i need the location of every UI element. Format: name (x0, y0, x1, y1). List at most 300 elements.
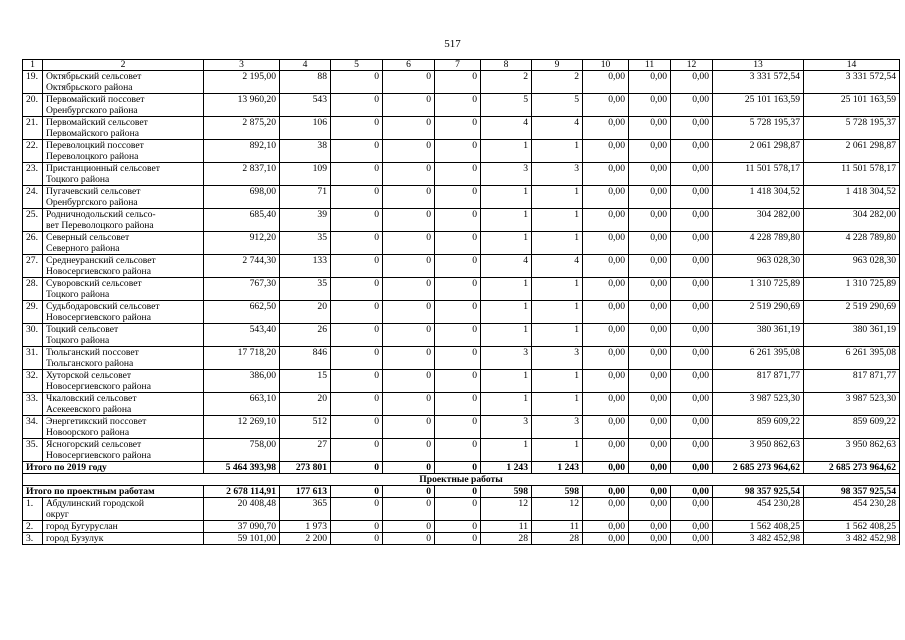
cell-c6: 0 (383, 439, 435, 462)
column-header: 14 (804, 60, 900, 71)
row-index: 28. (23, 278, 43, 301)
table-row (23, 498, 900, 521)
cell-c6: 0 (383, 370, 435, 393)
name-line: Родничнодольский сельсо- (46, 209, 156, 220)
cell-c11: 0,00 (629, 163, 671, 186)
name-line: город Бугуруслан (46, 521, 118, 532)
name-line: Тюльганский поссовет (46, 347, 139, 358)
cell-c6: 0 (383, 71, 435, 94)
table-row (23, 117, 900, 140)
cell-c11: 0,00 (629, 416, 671, 439)
row-index: 27. (23, 255, 43, 278)
name-line: Переволоцкий поссовет (46, 140, 144, 151)
cell-c11: 0,00 (629, 278, 671, 301)
section-title: Проектные работы (23, 474, 900, 486)
cell-c14: 2 519 290,69 (804, 301, 900, 324)
cell-c8: 5 (481, 94, 532, 117)
cell-c14: 4 228 789,80 (804, 232, 900, 255)
name-line: город Бузулук (46, 533, 104, 544)
municipality-name (43, 498, 204, 521)
cell-c8: 3 (481, 347, 532, 370)
column-header: 9 (532, 60, 583, 71)
name-line: Северного района (46, 243, 120, 254)
column-header: 13 (713, 60, 804, 71)
row-index: 20. (23, 94, 43, 117)
cell-c13: 963 028,30 (713, 255, 804, 278)
cell-c13: 4 228 789,80 (713, 232, 804, 255)
total-c6: 0 (383, 486, 435, 498)
name-line: Первомайский сельсовет (46, 117, 148, 128)
cell-c3: 758,00 (204, 439, 280, 462)
cell-c9: 1 (532, 301, 583, 324)
cell-c7: 0 (435, 393, 481, 416)
total-c6: 0 (383, 462, 435, 474)
cell-c13: 1 310 725,89 (713, 278, 804, 301)
cell-c9: 4 (532, 255, 583, 278)
cell-c10: 0,00 (583, 439, 629, 462)
municipality-name (43, 533, 204, 545)
cell-c9: 3 (532, 163, 583, 186)
total-c10: 0,00 (583, 462, 629, 474)
cell-c13: 3 987 523,30 (713, 393, 804, 416)
cell-c14: 304 282,00 (804, 209, 900, 232)
cell-c4: 543 (280, 94, 331, 117)
cell-c7: 0 (435, 301, 481, 324)
cell-c5: 0 (331, 209, 383, 232)
row-index: 33. (23, 393, 43, 416)
cell-c10: 0,00 (583, 416, 629, 439)
name-line: Оренбургского района (46, 197, 138, 208)
cell-c7: 0 (435, 163, 481, 186)
cell-c6: 0 (383, 209, 435, 232)
total-c14: 98 357 925,54 (804, 486, 900, 498)
total-c5: 0 (331, 462, 383, 474)
cell-c7: 0 (435, 347, 481, 370)
name-line: Энергетикский поссовет (46, 416, 147, 427)
cell-c8: 28 (481, 533, 532, 545)
cell-c6: 0 (383, 255, 435, 278)
cell-c13: 6 261 395,08 (713, 347, 804, 370)
cell-c9: 1 (532, 186, 583, 209)
cell-c10: 0,00 (583, 71, 629, 94)
row-index: 23. (23, 163, 43, 186)
cell-c11: 0,00 (629, 498, 671, 521)
column-header: 8 (481, 60, 532, 71)
cell-c14: 1 310 725,89 (804, 278, 900, 301)
cell-c12: 0,00 (671, 439, 713, 462)
table-row (23, 416, 900, 439)
cell-c12: 0,00 (671, 533, 713, 545)
cell-c11: 0,00 (629, 140, 671, 163)
cell-c9: 5 (532, 94, 583, 117)
column-header: 4 (280, 60, 331, 71)
cell-c11: 0,00 (629, 301, 671, 324)
row-index: 21. (23, 117, 43, 140)
cell-c6: 0 (383, 533, 435, 545)
cell-c14: 859 609,22 (804, 416, 900, 439)
cell-c13: 5 728 195,37 (713, 117, 804, 140)
cell-c5: 0 (331, 324, 383, 347)
total-c4: 273 801 (280, 462, 331, 474)
name-line: Тоцкого района (46, 174, 110, 185)
cell-c6: 0 (383, 117, 435, 140)
cell-c12: 0,00 (671, 117, 713, 140)
row-index: 19. (23, 71, 43, 94)
cell-c13: 25 101 163,59 (713, 94, 804, 117)
cell-c13: 817 871,77 (713, 370, 804, 393)
table-row (23, 347, 900, 370)
cell-c7: 0 (435, 71, 481, 94)
table-row (23, 186, 900, 209)
cell-c4: 512 (280, 416, 331, 439)
cell-c13: 304 282,00 (713, 209, 804, 232)
cell-c13: 11 501 578,17 (713, 163, 804, 186)
cell-c10: 0,00 (583, 117, 629, 140)
cell-c5: 0 (331, 232, 383, 255)
municipality-name (43, 393, 204, 416)
cell-c12: 0,00 (671, 498, 713, 521)
cell-c4: 20 (280, 393, 331, 416)
cell-c14: 963 028,30 (804, 255, 900, 278)
cell-c7: 0 (435, 209, 481, 232)
cell-c3: 663,10 (204, 393, 280, 416)
column-header: 12 (671, 60, 713, 71)
cell-c8: 1 (481, 370, 532, 393)
name-line: Среднеуранский сельсовет (46, 255, 156, 266)
cell-c12: 0,00 (671, 278, 713, 301)
cell-c5: 0 (331, 117, 383, 140)
cell-c9: 1 (532, 232, 583, 255)
municipality-name (43, 416, 204, 439)
cell-c8: 1 (481, 301, 532, 324)
municipality-name (43, 301, 204, 324)
cell-c8: 4 (481, 117, 532, 140)
table-row (23, 533, 900, 545)
cell-c10: 0,00 (583, 163, 629, 186)
name-line: Оренбургского района (46, 105, 138, 116)
cell-c12: 0,00 (671, 370, 713, 393)
cell-c13: 859 609,22 (713, 416, 804, 439)
total-c7: 0 (435, 486, 481, 498)
municipality-name (43, 117, 204, 140)
cell-c3: 543,40 (204, 324, 280, 347)
cell-c12: 0,00 (671, 324, 713, 347)
cell-c14: 25 101 163,59 (804, 94, 900, 117)
cell-c10: 0,00 (583, 533, 629, 545)
name-line: Первомайского района (46, 128, 139, 139)
cell-c11: 0,00 (629, 255, 671, 278)
name-line: Ясногорский сельсовет (46, 439, 142, 450)
name-line: Чкаловский сельсовет (46, 393, 137, 404)
cell-c10: 0,00 (583, 209, 629, 232)
row-index: 1. (23, 498, 43, 521)
row-index: 35. (23, 439, 43, 462)
table-row (23, 278, 900, 301)
cell-c8: 1 (481, 140, 532, 163)
cell-c7: 0 (435, 255, 481, 278)
cell-c3: 20 408,48 (204, 498, 280, 521)
column-header: 10 (583, 60, 629, 71)
cell-c5: 0 (331, 94, 383, 117)
cell-c9: 3 (532, 416, 583, 439)
cell-c13: 3 482 452,98 (713, 533, 804, 545)
name-line: Пристанционный сельсовет (46, 163, 160, 174)
cell-c6: 0 (383, 416, 435, 439)
cell-c6: 0 (383, 186, 435, 209)
cell-c6: 0 (383, 278, 435, 301)
total-c13: 98 357 925,54 (713, 486, 804, 498)
cell-c12: 0,00 (671, 186, 713, 209)
row-index: 34. (23, 416, 43, 439)
cell-c9: 3 (532, 347, 583, 370)
cell-c14: 1 562 408,25 (804, 521, 900, 533)
total-c13: 2 685 273 964,62 (713, 462, 804, 474)
cell-c6: 0 (383, 324, 435, 347)
column-header: 5 (331, 60, 383, 71)
cell-c10: 0,00 (583, 301, 629, 324)
cell-c9: 28 (532, 533, 583, 545)
cell-c5: 0 (331, 278, 383, 301)
cell-c5: 0 (331, 186, 383, 209)
cell-c13: 1 562 408,25 (713, 521, 804, 533)
row-index: 29. (23, 301, 43, 324)
cell-c12: 0,00 (671, 94, 713, 117)
cell-c7: 0 (435, 186, 481, 209)
total-c10: 0,00 (583, 486, 629, 498)
cell-c5: 0 (331, 71, 383, 94)
cell-c4: 109 (280, 163, 331, 186)
cell-c6: 0 (383, 232, 435, 255)
total-c12: 0,00 (671, 462, 713, 474)
cell-c13: 3 950 862,63 (713, 439, 804, 462)
municipality-name (43, 186, 204, 209)
name-line: Пугачевский сельсовет (46, 186, 141, 197)
name-line: Переволоцкого района (46, 151, 139, 162)
municipality-name (43, 324, 204, 347)
cell-c3: 2 744,30 (204, 255, 280, 278)
cell-c11: 0,00 (629, 117, 671, 140)
municipality-name (43, 232, 204, 255)
name-line: Новосергиевского района (46, 266, 151, 277)
table-row (23, 255, 900, 278)
total-c11: 0,00 (629, 486, 671, 498)
name-line: Тоцкого района (46, 289, 110, 300)
cell-c4: 846 (280, 347, 331, 370)
cell-c6: 0 (383, 163, 435, 186)
cell-c4: 35 (280, 278, 331, 301)
column-header: 1 (23, 60, 43, 71)
cell-c14: 11 501 578,17 (804, 163, 900, 186)
cell-c14: 2 061 298,87 (804, 140, 900, 163)
cell-c8: 1 (481, 278, 532, 301)
table-row (23, 301, 900, 324)
cell-c11: 0,00 (629, 186, 671, 209)
name-line: Судьбодаровский сельсовет (46, 301, 160, 312)
page-number: 517 (444, 38, 461, 50)
cell-c12: 0,00 (671, 232, 713, 255)
cell-c4: 1 973 (280, 521, 331, 533)
cell-c5: 0 (331, 370, 383, 393)
cell-c10: 0,00 (583, 94, 629, 117)
cell-c14: 380 361,19 (804, 324, 900, 347)
table-row (23, 370, 900, 393)
cell-c4: 71 (280, 186, 331, 209)
cell-c4: 133 (280, 255, 331, 278)
municipality-name (43, 71, 204, 94)
total-c5: 0 (331, 486, 383, 498)
cell-c8: 11 (481, 521, 532, 533)
cell-c5: 0 (331, 416, 383, 439)
name-line: округ (46, 509, 69, 520)
cell-c7: 0 (435, 140, 481, 163)
name-line: Северный сельсовет (46, 232, 130, 243)
cell-c10: 0,00 (583, 347, 629, 370)
cell-c7: 0 (435, 278, 481, 301)
total-c14: 2 685 273 964,62 (804, 462, 900, 474)
cell-c11: 0,00 (629, 71, 671, 94)
cell-c14: 3 482 452,98 (804, 533, 900, 545)
data-table (22, 59, 900, 545)
cell-c6: 0 (383, 301, 435, 324)
total-c8: 1 243 (481, 462, 532, 474)
cell-c3: 662,50 (204, 301, 280, 324)
cell-c4: 88 (280, 71, 331, 94)
cell-c7: 0 (435, 324, 481, 347)
cell-c3: 685,40 (204, 209, 280, 232)
cell-c10: 0,00 (583, 370, 629, 393)
cell-c8: 4 (481, 255, 532, 278)
section-row (23, 474, 900, 486)
cell-c3: 17 718,20 (204, 347, 280, 370)
cell-c3: 2 837,10 (204, 163, 280, 186)
table-row (23, 393, 900, 416)
column-header: 3 (204, 60, 280, 71)
cell-c14: 3 987 523,30 (804, 393, 900, 416)
cell-c11: 0,00 (629, 94, 671, 117)
cell-c9: 1 (532, 370, 583, 393)
cell-c5: 0 (331, 533, 383, 545)
column-header: 7 (435, 60, 481, 71)
row-index: 2. (23, 521, 43, 533)
cell-c5: 0 (331, 347, 383, 370)
table-row (23, 140, 900, 163)
cell-c5: 0 (331, 393, 383, 416)
municipality-name (43, 209, 204, 232)
cell-c4: 27 (280, 439, 331, 462)
table-row (23, 521, 900, 533)
cell-c12: 0,00 (671, 255, 713, 278)
name-line: вет Переволоцкого района (46, 220, 154, 231)
cell-c11: 0,00 (629, 370, 671, 393)
cell-c9: 12 (532, 498, 583, 521)
cell-c7: 0 (435, 370, 481, 393)
total-label: Итого по проектным работам (23, 486, 204, 498)
cell-c4: 365 (280, 498, 331, 521)
cell-c6: 0 (383, 94, 435, 117)
table-row (23, 324, 900, 347)
cell-c6: 0 (383, 498, 435, 521)
cell-c14: 454 230,28 (804, 498, 900, 521)
municipality-name (43, 140, 204, 163)
total-c12: 0,00 (671, 486, 713, 498)
total-c3: 5 464 393,98 (204, 462, 280, 474)
cell-c3: 12 269,10 (204, 416, 280, 439)
cell-c7: 0 (435, 498, 481, 521)
cell-c10: 0,00 (583, 186, 629, 209)
total-c4: 177 613 (280, 486, 331, 498)
cell-c11: 0,00 (629, 393, 671, 416)
cell-c4: 20 (280, 301, 331, 324)
table-row (23, 71, 900, 94)
cell-c6: 0 (383, 521, 435, 533)
row-index: 24. (23, 186, 43, 209)
total-c9: 598 (532, 486, 583, 498)
name-line: Абдулинский городской (46, 498, 145, 509)
row-index: 26. (23, 232, 43, 255)
cell-c9: 1 (532, 439, 583, 462)
cell-c11: 0,00 (629, 324, 671, 347)
name-line: Новоорского района (46, 427, 130, 438)
cell-c13: 2 061 298,87 (713, 140, 804, 163)
total-2019-row (23, 462, 900, 474)
cell-c14: 817 871,77 (804, 370, 900, 393)
cell-c6: 0 (383, 393, 435, 416)
cell-c4: 38 (280, 140, 331, 163)
cell-c11: 0,00 (629, 521, 671, 533)
row-index: 32. (23, 370, 43, 393)
cell-c10: 0,00 (583, 278, 629, 301)
cell-c9: 1 (532, 393, 583, 416)
municipality-name (43, 255, 204, 278)
cell-c5: 0 (331, 498, 383, 521)
cell-c14: 6 261 395,08 (804, 347, 900, 370)
row-index: 3. (23, 533, 43, 545)
cell-c8: 3 (481, 416, 532, 439)
municipality-name (43, 163, 204, 186)
cell-c3: 767,30 (204, 278, 280, 301)
cell-c12: 0,00 (671, 163, 713, 186)
name-line: Суворовский сельсовет (46, 278, 142, 289)
cell-c3: 13 960,20 (204, 94, 280, 117)
cell-c4: 15 (280, 370, 331, 393)
cell-c13: 1 418 304,52 (713, 186, 804, 209)
municipality-name (43, 278, 204, 301)
cell-c5: 0 (331, 439, 383, 462)
cell-c8: 1 (481, 324, 532, 347)
cell-c8: 1 (481, 209, 532, 232)
cell-c4: 35 (280, 232, 331, 255)
column-header: 2 (43, 60, 204, 71)
cell-c13: 2 519 290,69 (713, 301, 804, 324)
municipality-name (43, 521, 204, 533)
cell-c7: 0 (435, 94, 481, 117)
cell-c14: 5 728 195,37 (804, 117, 900, 140)
table-row (23, 163, 900, 186)
cell-c5: 0 (331, 140, 383, 163)
cell-c10: 0,00 (583, 521, 629, 533)
cell-c12: 0,00 (671, 301, 713, 324)
cell-c13: 454 230,28 (713, 498, 804, 521)
cell-c8: 1 (481, 186, 532, 209)
cell-c3: 698,00 (204, 186, 280, 209)
name-line: Асекеевского района (46, 404, 132, 415)
cell-c14: 3 331 572,54 (804, 71, 900, 94)
cell-c8: 2 (481, 71, 532, 94)
name-line: Тоцкий сельсовет (46, 324, 119, 335)
name-line: Новосергиевского района (46, 381, 151, 392)
cell-c12: 0,00 (671, 209, 713, 232)
cell-c12: 0,00 (671, 71, 713, 94)
